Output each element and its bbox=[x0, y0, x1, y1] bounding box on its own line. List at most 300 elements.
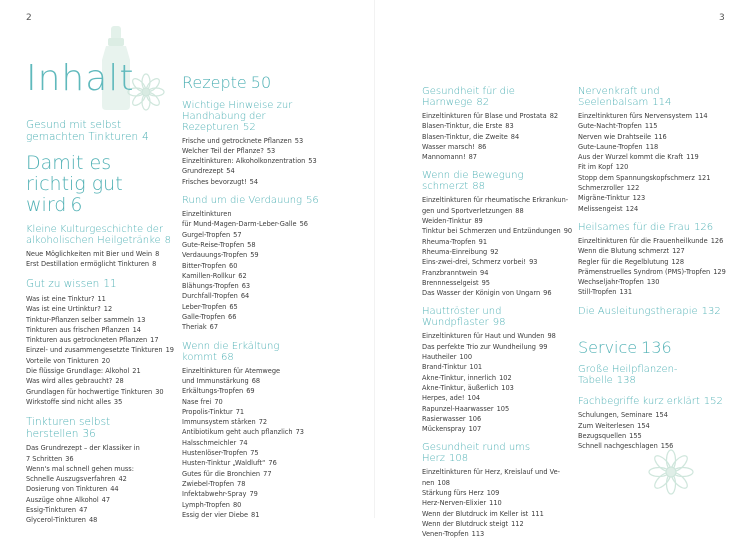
toc-entry-title: Welcher Teil der Pflanze? bbox=[182, 146, 264, 155]
toc-entry-page: 8 bbox=[152, 260, 157, 269]
toc-entry-title: Verdauungs-Tropfen bbox=[182, 251, 248, 260]
toc-entry[interactable] bbox=[422, 467, 572, 477]
toc-entry[interactable] bbox=[422, 509, 572, 519]
toc-entry[interactable] bbox=[182, 166, 332, 176]
toc-entry-page: 124 bbox=[625, 204, 639, 213]
toc-entry-title: Gute-Nacht-Tropfen bbox=[578, 122, 642, 131]
toc-entry[interactable] bbox=[422, 152, 572, 162]
toc-entry-title: Einzeltinkturen für Haut und Wunden bbox=[422, 332, 545, 341]
toc-entry-page: 53 bbox=[294, 136, 304, 145]
toc-entry-page: 67 bbox=[209, 323, 219, 332]
toc-list-kulturgeschichte bbox=[26, 249, 176, 270]
toc-entry[interactable] bbox=[422, 247, 572, 257]
toc-list-hinweise bbox=[182, 136, 332, 187]
toc-entry[interactable] bbox=[422, 373, 572, 383]
toc-list-harnwege bbox=[422, 111, 572, 162]
toc-entry-page: 109 bbox=[486, 489, 500, 498]
toc-heading-gesund[interactable]: Gesund mit selbst gemachten Tinkturen 4 bbox=[26, 119, 149, 143]
toc-entry-page: 105 bbox=[496, 404, 510, 413]
toc-entry[interactable] bbox=[26, 495, 176, 505]
toc-entry[interactable] bbox=[422, 352, 572, 362]
toc-entry-title: Wenn's mal schnell gehen muss: bbox=[26, 464, 134, 473]
toc-entry[interactable] bbox=[182, 136, 332, 146]
toc-entry-page: 154 bbox=[655, 411, 668, 420]
toc-entry-page: 101 bbox=[469, 363, 483, 372]
toc-entry[interactable] bbox=[422, 414, 572, 424]
toc-entry[interactable] bbox=[422, 142, 572, 152]
toc-entry[interactable] bbox=[578, 236, 728, 246]
toc-entry[interactable] bbox=[182, 271, 332, 281]
toc-entry-title: Eins-zwei-drei, Schmerz vorbei! bbox=[422, 258, 527, 267]
toc-heading-fachbegriffe[interactable]: Fachbegriffe kurz erklärt 152 bbox=[578, 396, 723, 408]
toc-entry[interactable] bbox=[422, 342, 572, 352]
toc-entry-page: 99 bbox=[539, 342, 548, 351]
toc-entry[interactable] bbox=[182, 469, 332, 479]
toc-entry-title: Grundlagen für hochwertige Tinkturen bbox=[26, 387, 153, 396]
toc-entry-page: 156 bbox=[660, 442, 674, 451]
toc-entry[interactable] bbox=[182, 438, 332, 448]
toc-entry[interactable] bbox=[182, 397, 332, 407]
toc-entry-page: 123 bbox=[632, 194, 646, 203]
toc-entry-title: Prämenstruelles Syndrom (PMS)-Tropfen bbox=[578, 267, 711, 276]
toc-entry[interactable] bbox=[578, 111, 728, 121]
toc-entry-title: Erst Destillation ermöglicht Tinkturen bbox=[26, 260, 150, 269]
toc-entry-title: Aus der Wurzel kommt die Kraft bbox=[578, 153, 684, 162]
toc-entry-title: Schnell nachgeschlagen bbox=[578, 442, 658, 451]
toc-entry-page: 96 bbox=[543, 289, 552, 298]
toc-entry-title: Gute-Laune-Tropfen bbox=[578, 142, 643, 151]
toc-entry-title: Frische und getrocknete Pflanzen bbox=[182, 136, 292, 145]
toc-heading-kulturgeschichte[interactable]: Kleine Kulturgeschichte der alkoholischen Heilgetränke 8 bbox=[26, 223, 172, 246]
toc-entry[interactable] bbox=[182, 417, 332, 427]
toc-entry-page: 56 bbox=[299, 220, 308, 229]
toc-entry[interactable] bbox=[182, 250, 332, 260]
toc-entry-title: Neue Möglichkeiten mit Bier und Wein bbox=[26, 249, 153, 258]
toc-entry[interactable] bbox=[422, 195, 572, 205]
toc-entry-page: 155 bbox=[629, 431, 642, 440]
toc-entry-page: 65 bbox=[229, 302, 238, 311]
toc-entry[interactable] bbox=[26, 454, 176, 464]
toc-entry-title: gen und Sportverletzungen bbox=[422, 206, 513, 215]
toc-entry[interactable] bbox=[182, 427, 332, 437]
toc-entry-title: Akne-Tinktur, äußerlich bbox=[422, 383, 499, 392]
toc-entry-title: Venen-Tropfen bbox=[422, 530, 469, 539]
toc-list-bewegung bbox=[422, 195, 572, 298]
toc-entry-title: Wasser marsch! bbox=[422, 142, 475, 151]
toc-entry[interactable] bbox=[26, 315, 176, 325]
toc-column-1 bbox=[26, 120, 176, 526]
toc-entry-title: Das Grundrezept – der Klassiker in bbox=[26, 444, 140, 453]
toc-entry-page: 82 bbox=[549, 112, 559, 120]
toc-entry-title: Das Wasser der Königin von Ungarn bbox=[422, 289, 541, 298]
toc-entry-title: Galle-Tropfen bbox=[182, 313, 226, 322]
toc-entry-title: Die flüssige Grundlage: Alkohol bbox=[26, 366, 130, 375]
toc-entry-title: Einzeltinkturen für die Frauenheilkunde bbox=[578, 236, 708, 245]
toc-heading-service[interactable]: Service 136 bbox=[578, 337, 672, 357]
toc-heading-rezepte[interactable]: Rezepte 50 bbox=[182, 73, 272, 92]
toc-entry[interactable] bbox=[578, 193, 728, 203]
toc-entry-title: Durchfall-Tropfen bbox=[182, 292, 238, 301]
toc-entry[interactable] bbox=[182, 261, 332, 271]
toc-entry[interactable] bbox=[422, 257, 572, 267]
toc-entry-title: Bezugsquellen bbox=[578, 431, 627, 440]
toc-entry-page: 70 bbox=[214, 397, 223, 406]
toc-entry[interactable] bbox=[578, 257, 728, 267]
toc-entry-title: Brand-Tinktur bbox=[422, 363, 467, 372]
toc-entry-page: 19 bbox=[165, 346, 174, 355]
toc-entry-page: 72 bbox=[258, 418, 268, 427]
toc-entry-page: 120 bbox=[615, 163, 629, 172]
toc-heading-tinkturen-herstellen[interactable]: Tinkturen selbst herstellen 36 bbox=[26, 416, 111, 440]
toc-entry-title: Franzbranntwein bbox=[422, 268, 478, 277]
toc-entry[interactable] bbox=[26, 474, 176, 484]
toc-entry[interactable] bbox=[578, 287, 728, 297]
toc-entry-title: nen bbox=[422, 478, 435, 487]
toc-entry-title: Wenn die Blutung schmerzt bbox=[578, 247, 670, 256]
toc-entry-title: Wenn der Blutdruck im Keller ist bbox=[422, 509, 529, 518]
toc-entry-title: Vorteile von Tinkturen bbox=[26, 356, 99, 365]
toc-entry-title: Schmerzroller bbox=[578, 184, 624, 193]
toc-entry-page: 64 bbox=[240, 292, 250, 301]
toc-entry[interactable] bbox=[182, 322, 332, 332]
toc-entry-title: Mückenspray bbox=[422, 425, 466, 434]
toc-entry[interactable] bbox=[422, 478, 572, 488]
toc-entry[interactable] bbox=[182, 312, 332, 322]
toc-entry-page: 98 bbox=[547, 332, 556, 341]
toc-heading-frau[interactable]: Heilsames für die Frau 126 bbox=[578, 221, 714, 233]
toc-entry-page: 48 bbox=[88, 516, 98, 525]
toc-heading-hinweise[interactable]: Wichtige Hinweise zur Handhabung der Rezepturen 52 bbox=[182, 99, 293, 133]
toc-entry[interactable] bbox=[422, 206, 572, 216]
toc-entry-title: Hautheiler bbox=[422, 353, 457, 362]
toc-entry[interactable] bbox=[26, 484, 176, 494]
toc-entry[interactable] bbox=[578, 410, 728, 420]
toc-entry[interactable] bbox=[422, 278, 572, 288]
toc-entry-title: Tinktur bei Schmerzen und Entzündungen bbox=[422, 227, 561, 236]
toc-entry-title: Tinkturen aus getrockneten Pflanzen bbox=[26, 336, 148, 345]
toc-entry[interactable] bbox=[578, 277, 728, 287]
toc-entry-page: 154 bbox=[637, 421, 650, 430]
toc-entry[interactable] bbox=[182, 386, 332, 396]
toc-entry[interactable] bbox=[182, 281, 332, 291]
toc-entry[interactable] bbox=[422, 488, 572, 498]
toc-heading-verdauung[interactable]: Rund um die Verdauung 56 bbox=[182, 195, 319, 207]
toc-entry[interactable] bbox=[182, 500, 332, 510]
toc-entry-title: Gutes für die Bronchien bbox=[182, 469, 261, 478]
toc-entry-page: 122 bbox=[626, 184, 640, 193]
toc-entry-title: Schnelle Auszugsverfahren bbox=[26, 475, 116, 484]
toc-heading-ausleitung[interactable]: Die Ausleitungstherapie 132 bbox=[578, 305, 721, 317]
toc-entry[interactable] bbox=[26, 515, 176, 525]
toc-column-4 bbox=[578, 86, 728, 452]
toc-entry-page: 94 bbox=[480, 268, 489, 277]
toc-entry-title: Blasen-Tinktur, die Zweite bbox=[422, 132, 508, 141]
toc-entry-title: Gurgel-Tropfen bbox=[182, 230, 231, 239]
toc-entry-page: 68 bbox=[251, 376, 261, 385]
toc-entry-title: Infektabwehr-Spray bbox=[182, 490, 247, 499]
toc-entry[interactable] bbox=[182, 209, 332, 219]
toc-list-verdauung bbox=[182, 209, 332, 333]
toc-entry-title: Zwiebel-Tropfen bbox=[182, 479, 235, 488]
toc-entry[interactable] bbox=[26, 464, 176, 474]
toc-entry[interactable] bbox=[422, 268, 572, 278]
toc-entry-title: Regler für die Regelblutung bbox=[578, 257, 669, 266]
toc-entry-page: 87 bbox=[468, 153, 477, 162]
toc-entry[interactable] bbox=[182, 448, 332, 458]
toc-entry[interactable] bbox=[578, 173, 728, 183]
toc-entry-page: 44 bbox=[110, 485, 119, 494]
toc-list-gut-zu-wissen bbox=[26, 294, 176, 407]
toc-entry[interactable] bbox=[422, 404, 572, 414]
toc-entry[interactable] bbox=[422, 288, 572, 298]
toc-entry-page: 42 bbox=[118, 475, 127, 484]
toc-entry[interactable] bbox=[182, 407, 332, 417]
toc-entry-title: Husten-Tinktur „Waldluft“ bbox=[182, 459, 266, 468]
toc-entry[interactable] bbox=[26, 443, 176, 453]
toc-heading-bewegung[interactable]: Wenn die Bewegung schmerzt 88 bbox=[422, 170, 524, 193]
toc-entry-title: Rheuma-Einreibung bbox=[422, 247, 488, 256]
toc-entry-page: 28 bbox=[115, 377, 124, 386]
toc-entry-page: 106 bbox=[468, 414, 482, 423]
toc-entry-page: 108 bbox=[437, 478, 451, 487]
toc-entry[interactable] bbox=[578, 441, 728, 451]
toc-entry-title: Einzeltinkturen: Alkoholkonzentration bbox=[182, 157, 306, 166]
toc-entry-title: Tinkturen aus frischen Pflanzen bbox=[26, 325, 130, 334]
toc-heading-haut[interactable]: Hauttröster und Wundpflaster 98 bbox=[422, 306, 506, 329]
toc-entry-page: 111 bbox=[531, 509, 544, 518]
toc-entry[interactable] bbox=[422, 519, 572, 529]
toc-entry-page: 112 bbox=[511, 519, 524, 528]
toc-entry-title: Dosierung von Tinkturen bbox=[26, 485, 108, 494]
toc-entry-title: Melissengeist bbox=[578, 204, 623, 213]
toc-entry-page: 76 bbox=[268, 459, 277, 468]
toc-entry[interactable] bbox=[182, 510, 332, 520]
toc-entry[interactable] bbox=[422, 216, 572, 226]
toc-entry[interactable] bbox=[182, 479, 332, 489]
toc-entry[interactable] bbox=[578, 152, 728, 162]
toc-entry-title: Rapunzel-Haarwasser bbox=[422, 404, 494, 413]
toc-entry[interactable] bbox=[578, 431, 728, 441]
toc-entry[interactable] bbox=[422, 424, 572, 434]
toc-heading-harnwege[interactable]: Gesundheit für die Harnwege 82 bbox=[422, 86, 515, 108]
toc-entry[interactable] bbox=[26, 259, 176, 269]
toc-title: Inhalt bbox=[26, 58, 135, 99]
toc-entry[interactable] bbox=[182, 291, 332, 301]
toc-entry-page: 13 bbox=[137, 315, 146, 324]
toc-entry-title: Frisches bevorzugt! bbox=[182, 177, 247, 186]
toc-entry[interactable] bbox=[422, 121, 572, 131]
toc-entry-page: 84 bbox=[510, 132, 520, 141]
toc-entry[interactable] bbox=[26, 376, 176, 386]
toc-entry[interactable] bbox=[422, 132, 572, 142]
toc-entry[interactable] bbox=[26, 294, 176, 304]
toc-heading-damit-es[interactable]: Damit es richtig gut wird 6 bbox=[26, 152, 123, 216]
toc-entry[interactable] bbox=[26, 249, 176, 259]
toc-entry-title: Halsschmeichler bbox=[182, 438, 237, 447]
page-number-left: 2 bbox=[26, 13, 32, 23]
toc-entry-page: 88 bbox=[515, 206, 524, 215]
toc-entry[interactable] bbox=[182, 489, 332, 499]
toc-entry-title: Akne-Tinktur, innerlich bbox=[422, 373, 497, 382]
toc-entry[interactable] bbox=[26, 325, 176, 335]
toc-entry[interactable] bbox=[182, 366, 332, 376]
toc-entry-page: 126 bbox=[710, 236, 724, 245]
toc-heading-heilpflanzen-tabelle[interactable]: Große Heilpflanzen-Tabelle 138 bbox=[578, 364, 678, 387]
toc-entry[interactable] bbox=[182, 146, 332, 156]
toc-entry[interactable] bbox=[182, 376, 332, 386]
toc-entry-page: 95 bbox=[481, 278, 490, 287]
toc-entry-title: Herz-Nerven-Elixier bbox=[422, 499, 487, 508]
toc-entry-title: Einzeltinkturen für Atemwege bbox=[182, 366, 281, 375]
toc-entry-page: 35 bbox=[113, 397, 123, 406]
toc-entry[interactable] bbox=[182, 302, 332, 312]
toc-entry-page: 86 bbox=[477, 142, 487, 151]
toc-entry-page: 114 bbox=[695, 112, 708, 120]
toc-list-haut bbox=[422, 331, 572, 434]
toc-list-service bbox=[578, 410, 728, 451]
toc-entry-title: Zum Weiterlesen bbox=[578, 421, 635, 430]
toc-entry[interactable] bbox=[422, 529, 572, 539]
toc-entry[interactable] bbox=[182, 240, 332, 250]
toc-entry-title: Blähungs-Tropfen bbox=[182, 282, 239, 291]
toc-entry[interactable] bbox=[26, 505, 176, 515]
toc-entry-title: Einzeltinkturen bbox=[182, 210, 232, 219]
page-number-right: 3 bbox=[719, 13, 725, 23]
toc-entry-title: Stopp dem Spannungskopfschmerz bbox=[578, 173, 695, 182]
toc-entry[interactable] bbox=[26, 397, 176, 407]
toc-entry[interactable] bbox=[26, 356, 176, 366]
toc-entry-title: Einzeltinkturen für Herz, Kreislauf und Ve- bbox=[422, 468, 561, 477]
toc-entry-title: 7 Schritten bbox=[26, 454, 63, 463]
toc-entry[interactable] bbox=[578, 162, 728, 172]
toc-entry[interactable] bbox=[182, 230, 332, 240]
toc-entry-title: Still-Tropfen bbox=[578, 288, 617, 297]
toc-entry[interactable] bbox=[578, 132, 728, 142]
toc-entry[interactable] bbox=[26, 366, 176, 376]
toc-entry-page: 90 bbox=[563, 227, 573, 236]
toc-heading-gut-zu-wissen[interactable]: Gut zu wissen 11 bbox=[26, 278, 117, 291]
toc-entry[interactable] bbox=[26, 387, 176, 397]
toc-heading-nervenkraft[interactable]: Nervenkraft und Seelenbalsam 114 bbox=[578, 86, 672, 108]
toc-entry-title: Propolis-Tinktur bbox=[182, 407, 233, 416]
toc-entry-title: Nerven wie Drahtseile bbox=[578, 132, 652, 141]
page-fold bbox=[374, 0, 375, 518]
toc-entry-title: Einzeltinkturen für rheumatische Erkrankun- bbox=[422, 196, 569, 205]
toc-entry-title: Einzel- und zusammengesetzte Tinkturen bbox=[26, 346, 163, 355]
toc-entry-page: 60 bbox=[229, 261, 238, 270]
toc-entry-page: 77 bbox=[263, 469, 272, 478]
toc-entry[interactable] bbox=[182, 156, 332, 166]
toc-entry-title: Stärkung fürs Herz bbox=[422, 489, 484, 498]
toc-entry[interactable] bbox=[422, 498, 572, 508]
toc-entry-page: 130 bbox=[646, 278, 660, 287]
toc-entry[interactable] bbox=[578, 142, 728, 152]
toc-entry-title: Was ist eine Urtinktur? bbox=[26, 305, 101, 314]
toc-entry-page: 79 bbox=[249, 490, 258, 499]
toc-entry[interactable] bbox=[182, 219, 332, 229]
toc-entry-title: Rheuma-Tropfen bbox=[422, 237, 476, 246]
toc-entry[interactable] bbox=[422, 393, 572, 403]
toc-entry-title: Hustenlöser-Tropfen bbox=[182, 449, 248, 458]
toc-entry-title: Grundrezept bbox=[182, 167, 224, 176]
toc-entry[interactable] bbox=[422, 331, 572, 341]
toc-entry-page: 20 bbox=[101, 356, 111, 365]
toc-entry-page: 93 bbox=[529, 258, 538, 267]
toc-entry[interactable] bbox=[422, 362, 572, 372]
toc-entry-page: 69 bbox=[246, 387, 255, 396]
toc-entry[interactable] bbox=[422, 383, 572, 393]
toc-entry-title: Kamillen-Rollkur bbox=[182, 271, 236, 280]
toc-entry[interactable] bbox=[578, 204, 728, 214]
toc-entry-page: 59 bbox=[250, 251, 259, 260]
toc-entry-title: Nase frei bbox=[182, 397, 212, 406]
toc-entry-page: 115 bbox=[644, 122, 658, 131]
toc-entry-title: Migräne-Tinktur bbox=[578, 194, 630, 203]
toc-entry[interactable] bbox=[422, 226, 572, 236]
toc-entry-title: Immunsystem stärken bbox=[182, 418, 256, 427]
toc-entry[interactable] bbox=[422, 111, 572, 121]
toc-entry-page: 113 bbox=[471, 530, 485, 539]
toc-heading-herz[interactable]: Gesundheit rund ums Herz 108 bbox=[422, 442, 531, 465]
toc-entry-title: Was wird alles gebraucht? bbox=[26, 377, 113, 386]
toc-entry[interactable] bbox=[422, 237, 572, 247]
toc-entry-page: 47 bbox=[101, 495, 111, 504]
toc-entry[interactable] bbox=[26, 304, 176, 314]
toc-entry-page: 104 bbox=[467, 394, 481, 403]
toc-entry-page: 54 bbox=[226, 167, 235, 176]
toc-entry[interactable] bbox=[578, 421, 728, 431]
toc-entry-page: 58 bbox=[247, 240, 256, 249]
toc-entry[interactable] bbox=[26, 335, 176, 345]
toc-entry-page: 89 bbox=[474, 217, 483, 226]
toc-entry-page: 73 bbox=[295, 428, 304, 437]
toc-entry-page: 71 bbox=[235, 407, 245, 416]
flower-illustration-corner bbox=[646, 446, 696, 498]
toc-list-tinkturen-herstellen bbox=[26, 443, 176, 525]
toc-entry-title: Antibiotikum geht auch pflanzlich bbox=[182, 428, 293, 437]
toc-entry-title: Essig der vier Diebe bbox=[182, 510, 249, 519]
toc-entry-page: 17 bbox=[150, 336, 159, 345]
toc-entry[interactable] bbox=[26, 345, 176, 355]
toc-entry-title: Rasierwasser bbox=[422, 414, 466, 423]
toc-entry[interactable] bbox=[182, 458, 332, 468]
toc-entry-title: Fit im Kopf bbox=[578, 163, 613, 172]
toc-entry-page: 78 bbox=[237, 479, 246, 488]
toc-entry-title: Gute-Reise-Tropfen bbox=[182, 240, 245, 249]
toc-entry-page: 81 bbox=[251, 510, 260, 519]
toc-entry-page: 12 bbox=[103, 305, 113, 314]
toc-entry[interactable] bbox=[578, 183, 728, 193]
toc-entry-title: Essig-Tinkturen bbox=[26, 506, 77, 515]
toc-entry[interactable] bbox=[578, 121, 728, 131]
toc-entry-title: Blasen-Tinktur, die Erste bbox=[422, 122, 503, 131]
toc-column-3 bbox=[422, 86, 572, 540]
toc-entry[interactable] bbox=[578, 246, 728, 256]
toc-entry-page: 110 bbox=[489, 499, 502, 508]
toc-entry-title: für Mund-Magen-Darm-Leber-Galle bbox=[182, 220, 297, 229]
toc-entry-title: Wenn der Blutdruck steigt bbox=[422, 519, 509, 528]
toc-entry[interactable] bbox=[182, 177, 332, 187]
toc-entry-page: 63 bbox=[241, 282, 251, 291]
toc-entry-page: 8 bbox=[155, 249, 160, 258]
toc-entry-page: 129 bbox=[713, 267, 726, 276]
toc-list-frau bbox=[578, 236, 728, 298]
toc-entry[interactable] bbox=[578, 267, 728, 277]
toc-entry-page: 53 bbox=[266, 146, 276, 155]
toc-entry-title: Auszüge ohne Alkohol bbox=[26, 495, 99, 504]
toc-heading-erkaeltung[interactable]: Wenn die Erkältung kommt 68 bbox=[182, 340, 280, 363]
toc-entry-page: 54 bbox=[249, 177, 259, 186]
